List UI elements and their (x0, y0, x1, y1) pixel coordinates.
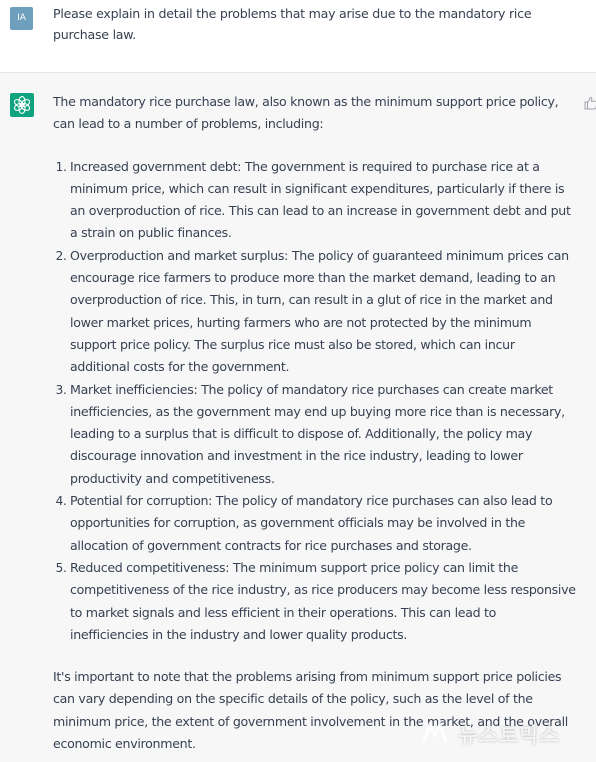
list-item: 2. Overproduction and market surplus: The policy of guaranteed minimum prices can encourage rice farmers to produce more than the market demand, leading to an overproduction of rice. This, in turn, can result in a glut of rice in the market and lower market prices, hurting farmers who are not protected by the minimum support price policy. The surplus rice must also be stored, which can incur additional costs for the government. (70, 245, 577, 379)
assistant-message-row (0, 73, 596, 762)
reply-conclusion: It's important to note that the problems arising from minimum support price policies can vary depending on the specific details of the policy, such as the level of the minimum price, the extent of government involvement in the market, and the overall economic environment. (53, 669, 568, 752)
openai-logo-icon (10, 93, 34, 117)
user-message-row (0, 0, 596, 73)
user-avatar: IA (10, 7, 33, 30)
list-item: 5. Reduced competitiveness: The minimum support price policy can limit the competitiveness of the rice industry, as rice producers may become less responsive to market signals and less efficient in their operations. This can lead to inefficiencies in the industry and lower quality products. (70, 557, 577, 646)
list-item: 4. Potential for corruption: The policy of mandatory rice purchases can also lead to opportunities for corruption, as government officials may be involved in the allocation of government contracts for rice purchases and storage. (70, 490, 577, 557)
problem-list (53, 156, 577, 647)
reply-intro: The mandatory rice purchase law, also known as the minimum support price policy, can lead to a number of problems, including: (53, 94, 559, 132)
assistant-reply (53, 91, 577, 755)
user-message-text: Please explain in detail the problems that may arise due to the mandatory rice purchase law. (53, 6, 532, 42)
list-item: 1. Increased government debt: The government is required to purchase rice at a minimum price, which can result in significant expenditures, particularly if there is an overproduction of rice. This can lead to an increase in government debt and put a strain on public finances. (70, 156, 577, 245)
thumbs-up-icon[interactable] (584, 95, 596, 109)
newsis-watermark (422, 719, 582, 747)
watermark-logo-icon (422, 722, 452, 744)
list-item: 3. Market inefficiencies: The policy of mandatory rice purchases can create market inefficiencies, as the government may end up buying more rice than is necessary, leading to a surplus that is difficult to dispose of. Additionally, the policy may discourage innovation and investment in the rice industry, leading to lower productivity and competitiveness. (70, 379, 577, 490)
watermark-text: 뉴스토믹스 (458, 722, 560, 747)
